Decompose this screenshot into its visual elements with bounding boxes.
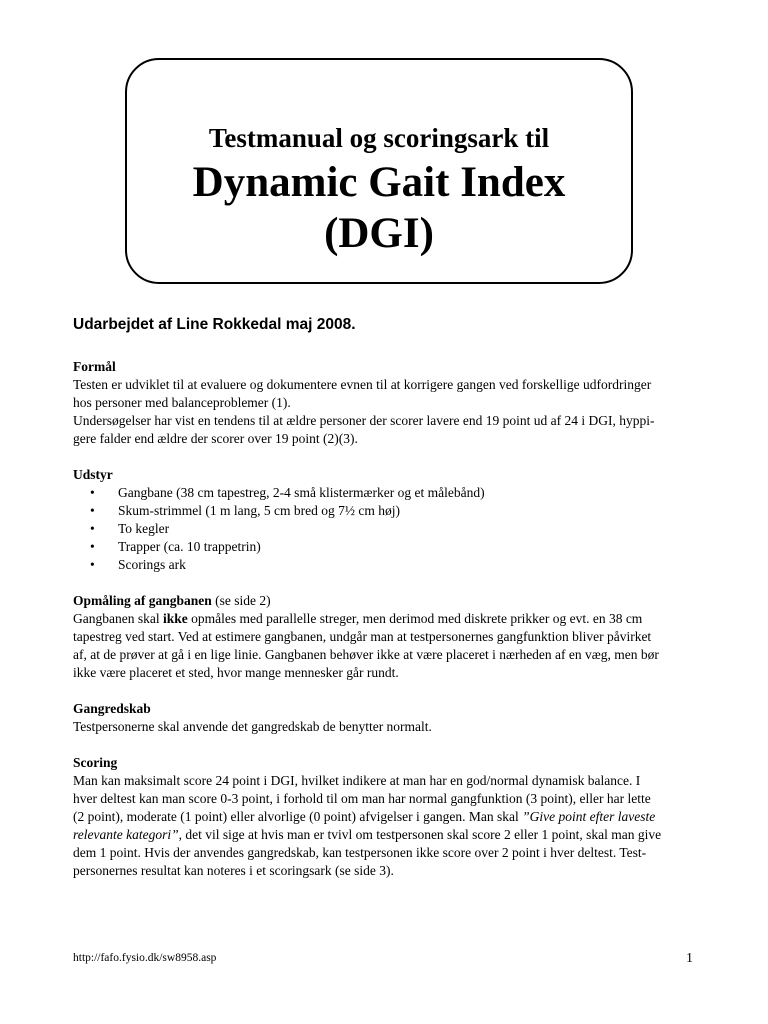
- gangredskab-line: Testpersonerne skal anvende det gangredskab de benytter normalt.: [73, 719, 432, 734]
- text-run: , det vil sige at hvis man er tvivl om testpersonen skal score 2 eller 1 point, skal man give: [178, 827, 662, 842]
- equipment-list: [73, 484, 701, 574]
- list-item: [90, 484, 701, 502]
- section-heading-scoring: Scoring: [73, 755, 118, 770]
- text-run: (2 point), moderate (1 point) eller alvorlige (0 point) afvigelser i gangen. Man skal: [73, 809, 523, 824]
- page-number: 1: [686, 951, 693, 966]
- scoring-line: [73, 826, 701, 844]
- author-line: Udarbejdet af Line Rokkedal maj 2008.: [73, 316, 356, 333]
- list-item: [90, 520, 701, 538]
- list-item-text: Trapper (ca. 10 trappetrin): [118, 539, 261, 554]
- italic-text: ”Give point efter laveste: [522, 809, 656, 824]
- formaal-line: Undersøgelser har vist en tendens til at ældre personer der scorer lavere end 19 point ud af 24 i DGI, hyppi-: [73, 413, 655, 428]
- scoring-line: Man kan maksimalt score 24 point i DGI, hvilket indikere at man har en god/normal dynamisk balance. I: [73, 773, 641, 788]
- formaal-line: gere falder end ældre der scorer over 19 point (2)(3).: [73, 431, 358, 446]
- opmaaling-line: tapestreg ved start. Ved at estimere gangbanen, undgår man at testpersonernes gangfunktion bliver påvirket: [73, 629, 652, 644]
- section-heading-gangredskab: Gangredskab: [73, 701, 151, 716]
- document-body: [73, 358, 701, 880]
- document-subtitle: Testmanual og scoringsark til: [208, 123, 550, 153]
- scoring-line: hver deltest kan man score 0-3 point, i forhold til om man har normal gangfunktion (3 point), eller har lette: [73, 791, 651, 806]
- section-heading-formaal: Formål: [73, 359, 116, 374]
- section-heading-opmaaling: [73, 592, 701, 610]
- bullet-icon: •: [90, 485, 95, 500]
- text-run: opmåles med parallelle streger, men derimod med diskrete prikker og evt. en 38 cm: [187, 611, 643, 626]
- opmaaling-line: ikke være placeret et sted, hvor mange mennesker går rundt.: [73, 665, 399, 680]
- scoring-line: dem 1 point. Hvis der anvendes gangredskab, kan testpersonen ikke score over 2 point i hver deltest. Test-: [73, 845, 647, 860]
- list-item-text: Scorings ark: [118, 557, 186, 572]
- scoring-line: personernes resultat kan noteres i et scoringsark (se side 3).: [73, 863, 394, 878]
- opmaaling-line: [73, 610, 701, 628]
- document-title-abbreviation: (DGI): [324, 210, 434, 257]
- italic-text: relevante kategori”: [73, 827, 179, 842]
- bullet-icon: •: [90, 503, 95, 518]
- bullet-icon: •: [90, 539, 95, 554]
- section-heading-udstyr: Udstyr: [73, 467, 113, 482]
- emphasis-text: ikke: [162, 611, 188, 626]
- list-item-text: To kegler: [118, 521, 170, 536]
- document-title: Dynamic Gait Index: [192, 159, 566, 206]
- bullet-icon: •: [90, 557, 95, 572]
- section-heading-note: (se side 2): [211, 593, 271, 608]
- formaal-line: Testen er udviklet til at evaluere og dokumentere evnen til at korrigere gangen ved forskellige udfordringer: [73, 377, 652, 392]
- scoring-line: [73, 808, 701, 826]
- bullet-icon: •: [90, 521, 95, 536]
- list-item: [90, 502, 701, 520]
- list-item-text: Gangbane (38 cm tapestreg, 2-4 små klistermærker og et målebånd): [118, 485, 485, 500]
- text-run: Gangbanen skal: [73, 611, 163, 626]
- list-item: [90, 556, 701, 574]
- formaal-line: hos personer med balanceproblemer (1).: [73, 395, 291, 410]
- list-item: [90, 538, 701, 556]
- list-item-text: Skum-strimmel (1 m lang, 5 cm bred og 7½ cm høj): [118, 503, 400, 518]
- title-box: [125, 58, 633, 284]
- section-heading-text: Opmåling af gangbanen: [73, 593, 212, 608]
- opmaaling-line: af, at de prøver at gå i en lige linie. Gangbanen behøver ikke at være placeret i nærheden af en væg, men bør: [73, 647, 659, 662]
- footer-url: http://fafo.fysio.dk/sw8958.asp: [73, 952, 217, 964]
